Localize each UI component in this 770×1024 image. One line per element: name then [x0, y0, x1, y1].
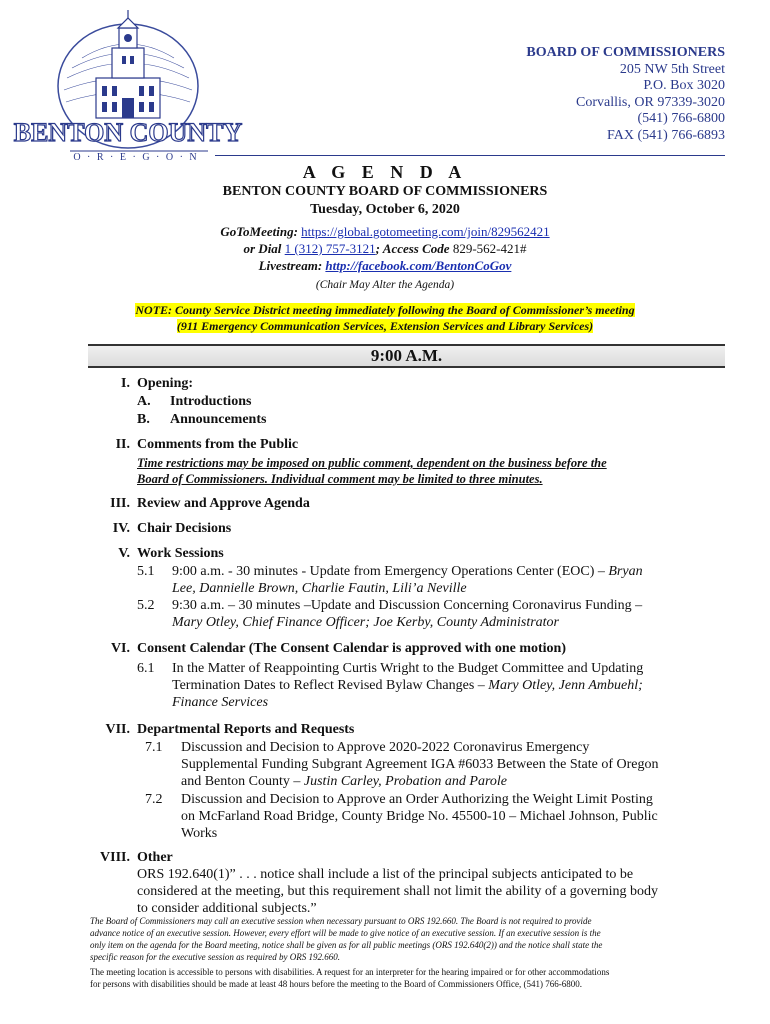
section-number: VIII. — [100, 850, 130, 865]
section-title: Chair Decisions — [137, 521, 232, 536]
public-comment-note — [137, 455, 607, 487]
chair-note: (Chair May Alter the Agenda) — [315, 279, 455, 291]
section-number: VI. — [110, 641, 130, 656]
exec-line4: specific reason for the executive session as required by ORS 192.660. — [90, 952, 340, 962]
header-divider — [215, 155, 725, 156]
exec-line2: advance notice of an executive session. However, every effort will be made to give notice of an executive session. If an executive session is the — [90, 928, 601, 938]
item-text: 9:00 a.m. - 30 minutes - Update from Emergency Operations Center (EOC) – — [172, 564, 609, 579]
agenda-title: A G E N D A — [302, 162, 468, 182]
section-number: V. — [118, 546, 130, 561]
item-text-cont: Termination Dates to Reflect Revised Bylaw Changes – — [172, 678, 489, 693]
item-text: In the Matter of Reappointing Curtis Wright to the Budget Committee and Updating — [172, 661, 644, 676]
dept-item-7-1 — [181, 739, 691, 790]
header-org: BOARD OF COMMISSIONERS — [526, 45, 725, 60]
dial-label: or Dial — [243, 241, 282, 256]
header-address2: P.O. Box 3020 — [643, 78, 725, 93]
item-presenters-cont: Lee, Dannielle Brown, Charlie Fautin, Lili’a Neville — [172, 581, 467, 596]
item-text-cont: and Benton County – — [181, 774, 304, 789]
item-number: A. — [137, 394, 151, 409]
note-line2: (911 Emergency Communication Services, Extension Services and Library Services) — [176, 319, 594, 333]
item-number: 7.1 — [145, 740, 163, 755]
header-fax: FAX (541) 766-6893 — [607, 127, 725, 143]
item-announcements: Announcements — [170, 412, 267, 427]
meeting-date: Tuesday, October 6, 2020 — [310, 202, 460, 217]
section-title: Other — [137, 850, 173, 865]
item-number: 5.1 — [137, 564, 155, 579]
section-number: VII. — [105, 722, 130, 737]
dept-item-7-2 — [181, 791, 691, 842]
access-code-label: ; Access Code — [375, 241, 450, 256]
ors-line2: considered at the meeting, but this requirement shall not limit the ability of a governing body — [137, 884, 658, 899]
benton-county-logo — [13, 8, 243, 168]
header-address-block — [526, 45, 725, 144]
note-line1: NOTE: County Service District meeting immediately following the Board of Commissioner’s meeting — [135, 303, 635, 317]
section-title: Opening: — [137, 376, 194, 391]
dial-number-link[interactable]: 1 (312) 757-3121 — [284, 241, 376, 256]
item-presenters: Justin Carley, Probation and Parole — [303, 774, 508, 789]
executive-session-note — [90, 915, 680, 963]
meeting-access-info — [0, 223, 770, 274]
county-service-note — [0, 302, 770, 334]
logo-bottom-text: O · R · E · G · O · N — [73, 152, 199, 163]
item-presenters: Mary Otley, Chief Finance Officer; Joe Kerby, County Administrator — [172, 615, 560, 630]
header-address1: 205 NW 5th Street — [619, 61, 725, 77]
consent-item-6-1 — [172, 660, 682, 711]
ors-line1: ORS 192.640(1)” . . . notice shall include a list of the principal subjects anticipated to be — [137, 867, 634, 882]
section-title: Departmental Reports and Requests — [137, 722, 355, 737]
item-text: Discussion and Decision to Approve an Order Authorizing the Weight Limit Posting — [181, 792, 653, 807]
section-title: Consent Calendar (The Consent Calendar is approved with one motion) — [137, 641, 566, 656]
item-presenters: Bryan — [608, 564, 643, 579]
public-comment-line2: Board of Commissioners. Individual comment may be limited to three minutes — [137, 472, 540, 486]
item-number: B. — [137, 412, 150, 427]
header-phone: (541) 766-6800 — [637, 111, 725, 126]
board-title: BENTON COUNTY BOARD OF COMMISSIONERS — [222, 184, 548, 199]
section-title: Comments from the Public — [137, 437, 299, 452]
logo-top-text: BENTON COUNTY — [13, 118, 243, 147]
item-number: 7.2 — [145, 792, 163, 807]
time-banner: 9:00 A.M. — [88, 344, 725, 368]
livestream-link[interactable]: http://facebook.com/BentonCoGov — [325, 258, 512, 273]
exec-line1: The Board of Commissioners may call an executive session when necessary pursuant to ORS 192.660. The Board is not required to provide — [90, 916, 592, 926]
item-text: Discussion and Decision to Approve 2020-2022 Coronavirus Emergency — [181, 740, 590, 755]
ors-line3: to consider additional subjects.” — [137, 901, 317, 916]
item-number: 6.1 — [137, 661, 155, 676]
item-text-cont: Supplemental Funding Subgrant Agreement IGA #6033 Between the State of Oregon — [181, 757, 659, 772]
item-text: 9:30 a.m. – 30 minutes –Update and Discussion Concerning Coronavirus Funding – — [172, 598, 643, 613]
ors-quote — [137, 866, 697, 917]
gotomeeting-label: GoToMeeting: — [220, 224, 298, 239]
item-text-cont: on McFarland Road Bridge, County Bridge No. 45500-10 – Michael Johnson, Public — [181, 809, 658, 824]
header-address3: Corvallis, OR 97339-3020 — [576, 94, 725, 110]
public-comment-period: . — [539, 472, 543, 486]
item-text-cont: Works — [181, 826, 218, 841]
work-session-5-1 — [172, 563, 672, 597]
access-code: 829-562-421# — [452, 241, 527, 256]
gotomeeting-link[interactable]: https://global.gotomeeting.com/join/829562421 — [301, 224, 550, 239]
section-title: Review and Approve Agenda — [137, 496, 310, 511]
item-presenters-cont: Finance Services — [172, 695, 269, 710]
section-title: Work Sessions — [137, 546, 224, 561]
livestream-label: Livestream: — [258, 258, 323, 273]
section-number: III. — [110, 496, 130, 511]
section-number: II. — [115, 437, 130, 452]
item-introductions: Introductions — [170, 394, 252, 409]
section-number: I. — [121, 376, 130, 391]
accessibility-note — [90, 966, 690, 990]
item-presenters: Mary Otley, Jenn Ambuehl; — [488, 678, 643, 693]
section-number: IV. — [112, 521, 130, 536]
public-comment-line1: Time restrictions may be imposed on public comment, dependent on the business before the — [137, 456, 607, 470]
item-number: 5.2 — [137, 598, 155, 613]
access-line2: for persons with disabilities should be made at least 48 hours before the meeting to the Board of Commissioners Office, (541) 766-6800. — [90, 979, 582, 989]
work-session-5-2 — [172, 597, 672, 631]
exec-line3: only item on the agenda for the Board meeting, notice shall be given as for all public meetings (ORS 192.640(2)) and the notice shall state the — [90, 940, 603, 950]
access-line1: The meeting location is accessible to persons with disabilities. A request for an interpreter for the hearing impaired or for other accommodations — [90, 967, 610, 977]
